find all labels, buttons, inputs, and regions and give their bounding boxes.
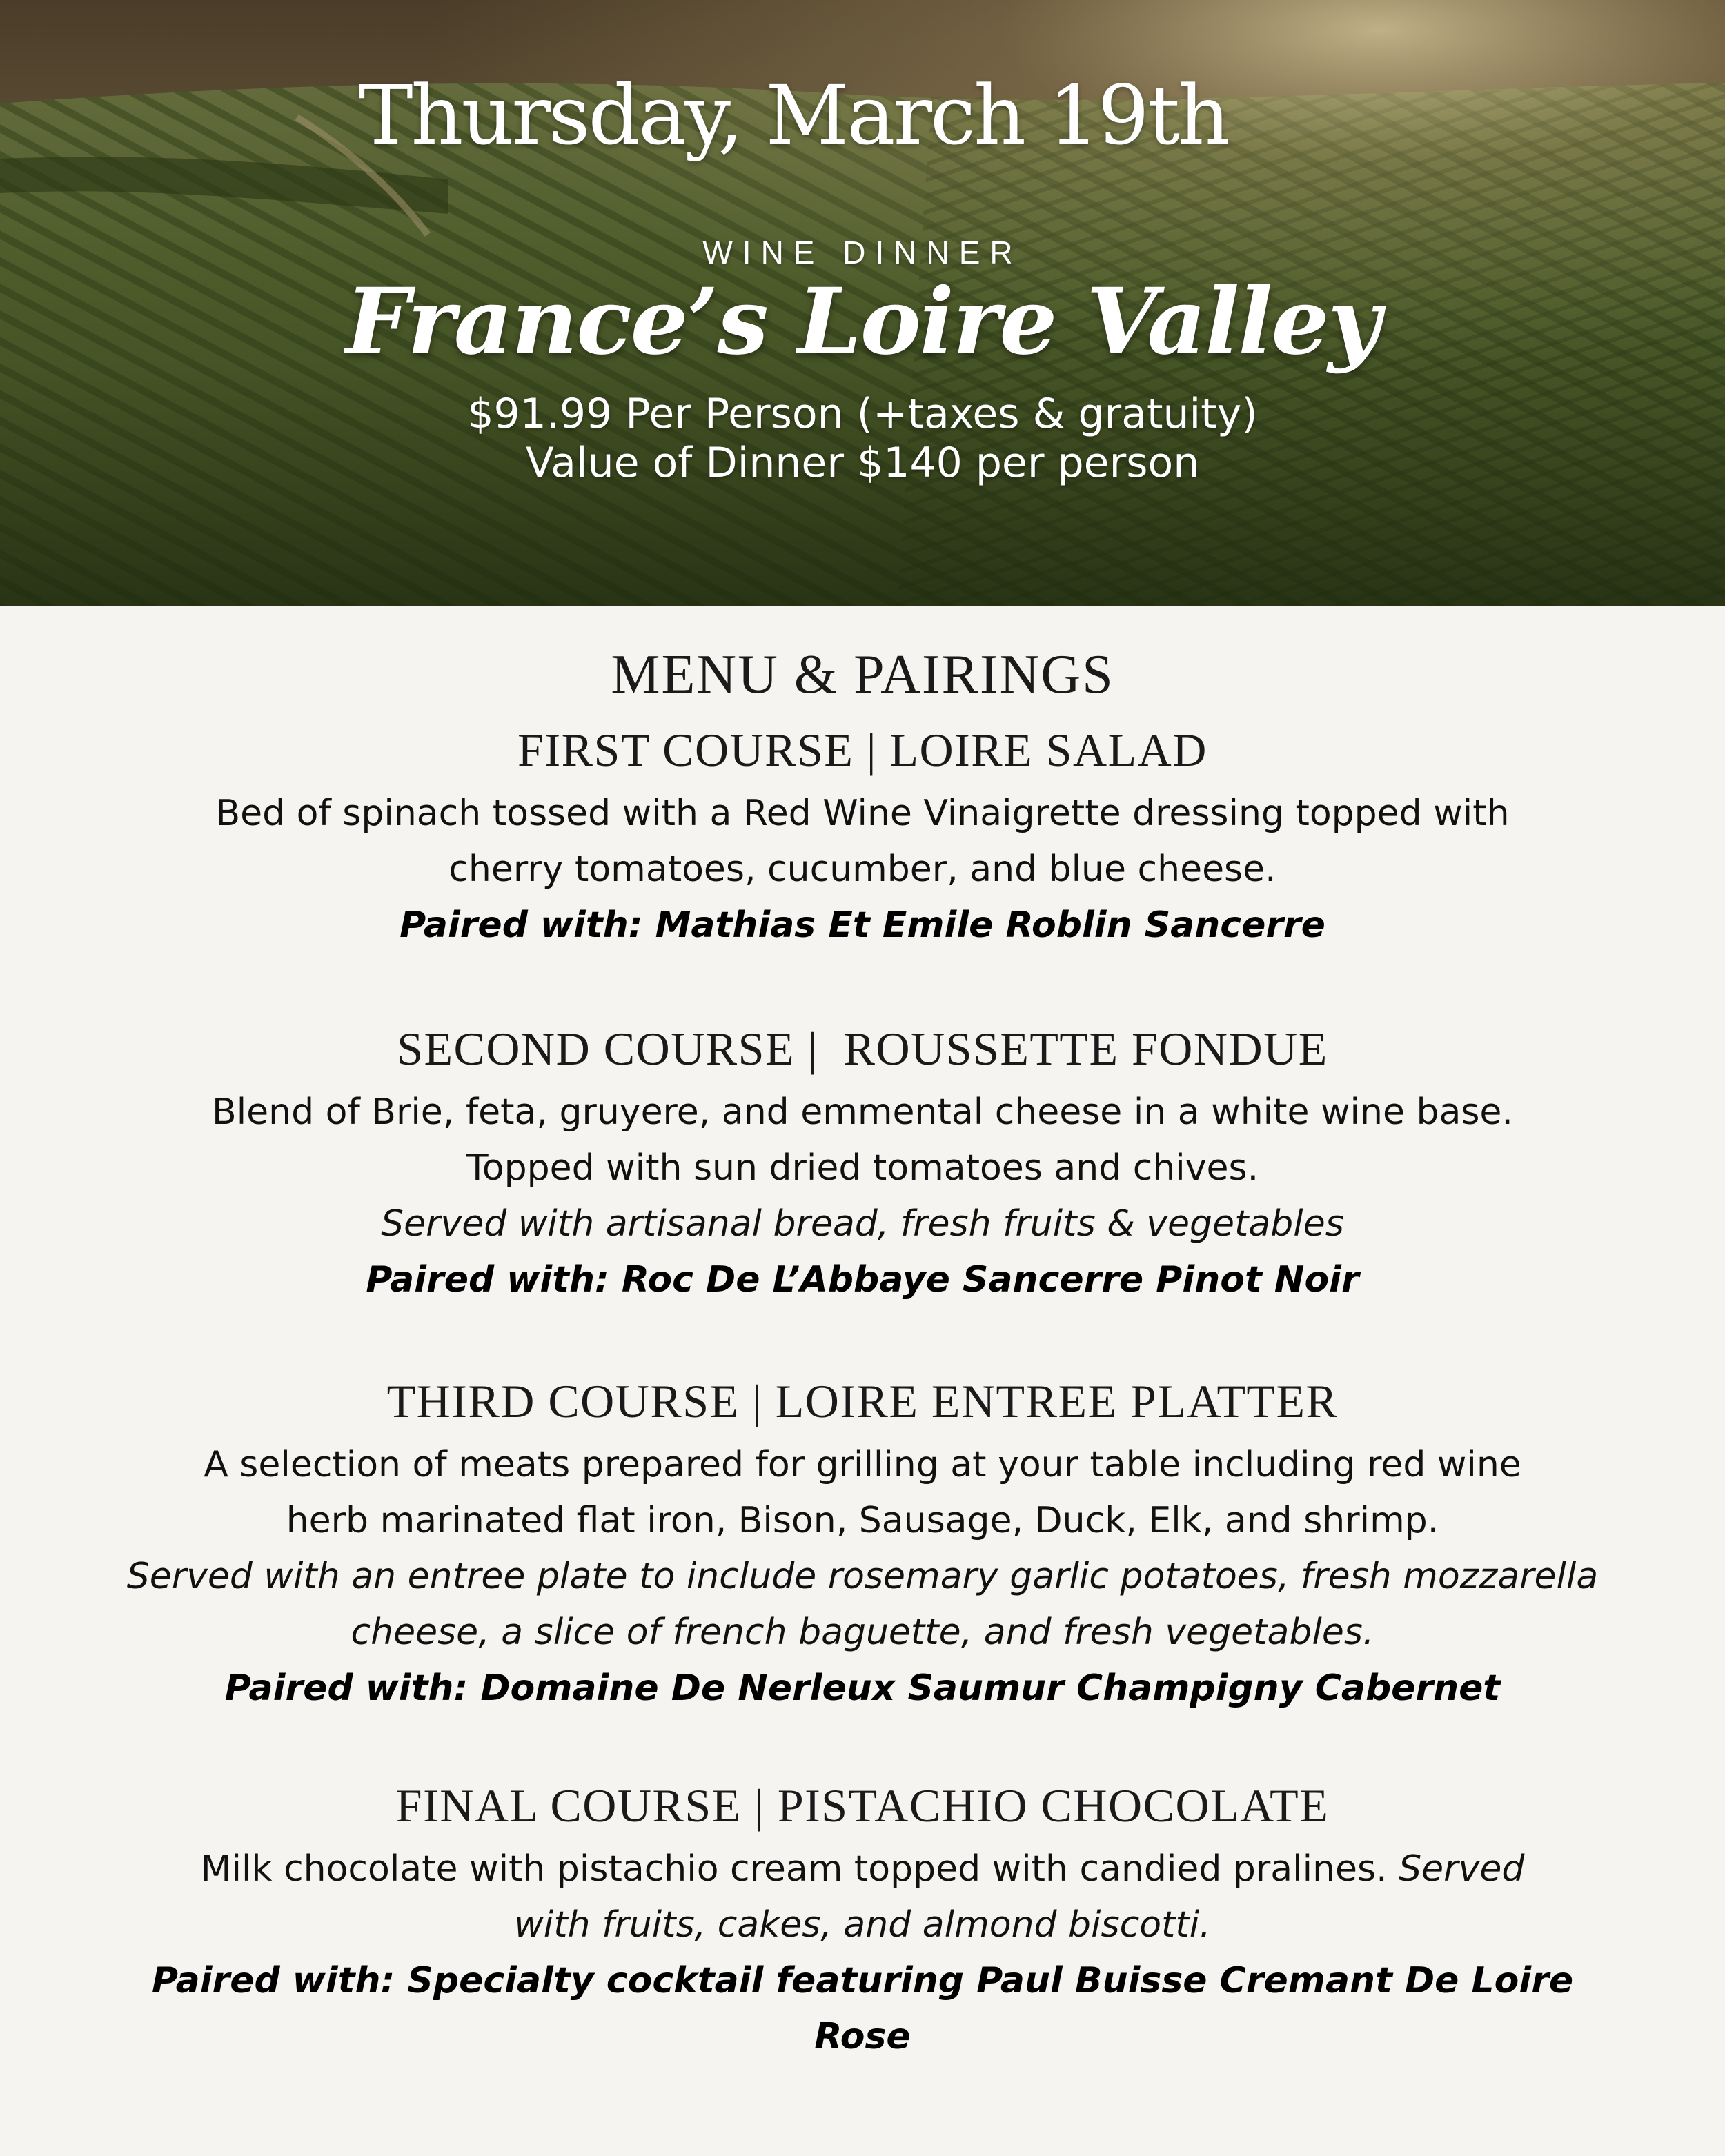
course-description: Blend of Brie, feta, gruyere, and emmental cheese in a white wine base. (212, 1091, 1513, 1133)
menu-section (0, 606, 1725, 2156)
event-title: France’s Loire Valley (345, 268, 1380, 375)
course-title: THIRD COURSE | LOIRE ENTREE PLATTER (386, 1375, 1339, 1427)
course-serving-note: Served with an entree plate to include rosemary garlic potatoes, fresh mozzarella (126, 1555, 1599, 1597)
course-title: FIRST COURSE | LOIRE SALAD (518, 724, 1208, 776)
vineyard-banner (0, 0, 1725, 606)
event-price: $91.99 Per Person (+taxes & gratuity) (467, 390, 1258, 438)
course-serving-note: Served (1399, 1848, 1525, 1890)
wine-pairing: Paired with: Roc De L’Abbaye Sancerre Pinot Noir (366, 1258, 1359, 1300)
course-title: FINAL COURSE | PISTACHIO CHOCOLATE (395, 1779, 1330, 1832)
course-serving-note: with fruits, cakes, and almond biscotti. (514, 1903, 1211, 1946)
wine-pairing: Paired with: Domaine De Nerleux Saumur Champigny Cabernet (224, 1667, 1501, 1709)
course-title: SECOND COURSE | ROUSSETTE FONDUE (397, 1022, 1328, 1075)
course-description: Bed of spinach tossed with a Red Wine Vinaigrette dressing topped with (215, 792, 1510, 834)
course-description (103, 1841, 1621, 1897)
course-description-text: Milk chocolate with pistachio cream topped with candied pralines. (200, 1848, 1388, 1890)
course-third (103, 1376, 1621, 1717)
course-serving-note: Served with artisanal bread, fresh fruits & vegetables (381, 1203, 1344, 1245)
course-description: Topped with sun dried tomatoes and chives. (466, 1147, 1259, 1189)
course-description: cherry tomatoes, cucumber, and blue cheese. (448, 848, 1276, 890)
event-date: Thursday, March 19th (358, 68, 1229, 163)
course-serving-note: cheese, a slice of french baguette, and fresh vegetables. (351, 1611, 1374, 1653)
course-description: herb marinated flat iron, Bison, Sausage, Duck, Elk, and shrimp. (286, 1499, 1439, 1541)
wine-pairing: Paired with: Specialty cocktail featuring Paul Buisse Cremant De Loire Rose (151, 1959, 1574, 2057)
course-second (103, 1023, 1621, 1308)
course-final (103, 1780, 1621, 2065)
wine-pairing: Paired with: Mathias Et Emile Roblin Sancerre (400, 904, 1325, 946)
course-description: A selection of meats prepared for grilling at your table including red wine (204, 1443, 1521, 1485)
menu-heading: MENU & PAIRINGS (611, 644, 1114, 705)
event-value: Value of Dinner $140 per person (525, 439, 1200, 487)
event-header (0, 0, 1725, 606)
course-first (103, 724, 1621, 953)
event-kicker: WINE DINNER (702, 235, 1023, 270)
